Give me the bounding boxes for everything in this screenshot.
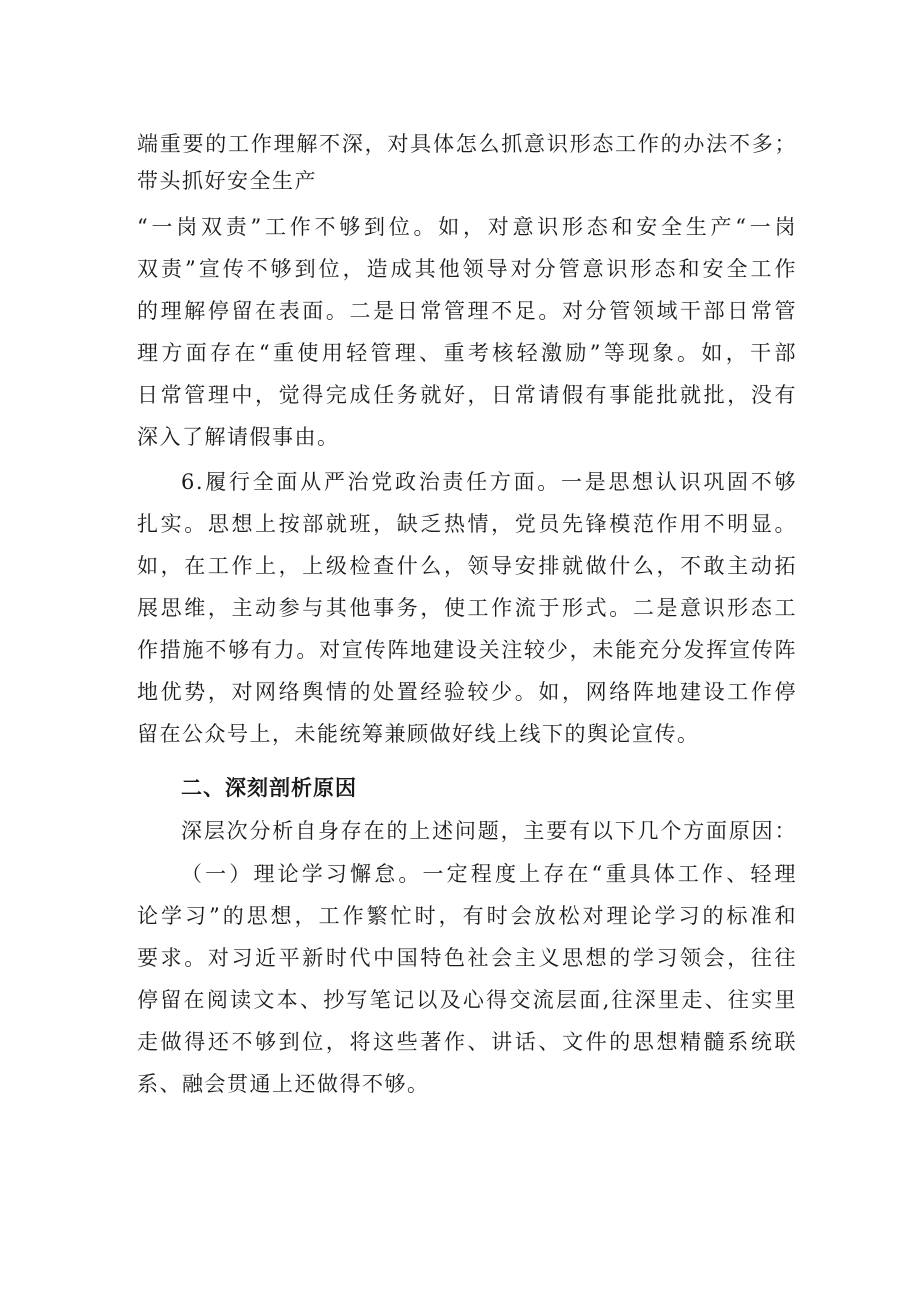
text-line: “一岗双责”工作不够到位。如，对意识形态和安全生产“一岗 — [137, 215, 797, 239]
text-line: 留在公众号上，未能统筹兼顾做好线上线下的舆论宣传。 — [137, 722, 700, 746]
text-line: 带头抓好安全生产 — [137, 169, 317, 193]
text-line: 走做得还不够到位，将这些著作、讲话、文件的思想精髓系统联 — [137, 1030, 797, 1054]
text-line: 双责”宣传不够到位，造成其他领导对分管意识形态和安全工作 — [137, 257, 797, 281]
text-line: 要求。对习近平新时代中国特色社会主义思想的学习领会，往往 — [137, 946, 797, 970]
text-line: 系、融会贯通上还做得不够。 — [137, 1072, 430, 1096]
text-line: 论学习”的思想，工作繁忙时，有时会放松对理论学习的标准和 — [137, 904, 797, 928]
text-line: 日常管理中，觉得完成任务就好，日常请假有事能批就批，没有 — [137, 383, 797, 407]
text-line: 扎实。思想上按部就班，缺乏热情，党员先锋模范作用不明显。 — [137, 512, 797, 536]
text-line: 作措施不够有力。对宣传阵地建设关注较少，未能充分发挥宣传阵 — [137, 638, 797, 662]
text-line: 6.履行全面从严治党政治责任方面。一是思想认识巩固不够 — [181, 470, 797, 494]
text-line: 的理解停留在表面。二是日常管理不足。对分管领域干部日常管 — [137, 299, 797, 323]
text-line: （一）理论学习懈怠。一定程度上存在“重具体工作、轻理 — [181, 862, 797, 886]
section-heading: 二、深刻剖析原因 — [181, 776, 357, 800]
text-line: 如，在工作上，上级检查什么，领导安排就做什么，不敢主动拓 — [137, 554, 797, 578]
text-line: 展思维，主动参与其他事务，使工作流于形式。二是意识形态工 — [137, 596, 797, 620]
text-line: 端重要的工作理解不深，对具体怎么抓意识形态工作的办法不多； — [137, 132, 797, 156]
text-line: 理方面存在“重使用轻管理、重考核轻激励”等现象。如，干部 — [137, 341, 797, 365]
text-line: 深入了解请假事由。 — [137, 425, 340, 449]
text-line: 停留在阅读文本、抄写笔记以及心得交流层面,往深里走、往实里 — [137, 988, 797, 1012]
text-line: 深层次分析自身存在的上述问题，主要有以下几个方面原因： — [181, 819, 797, 843]
text-line: 地优势，对网络舆情的处置经验较少。如，网络阵地建设工作停 — [137, 680, 797, 704]
